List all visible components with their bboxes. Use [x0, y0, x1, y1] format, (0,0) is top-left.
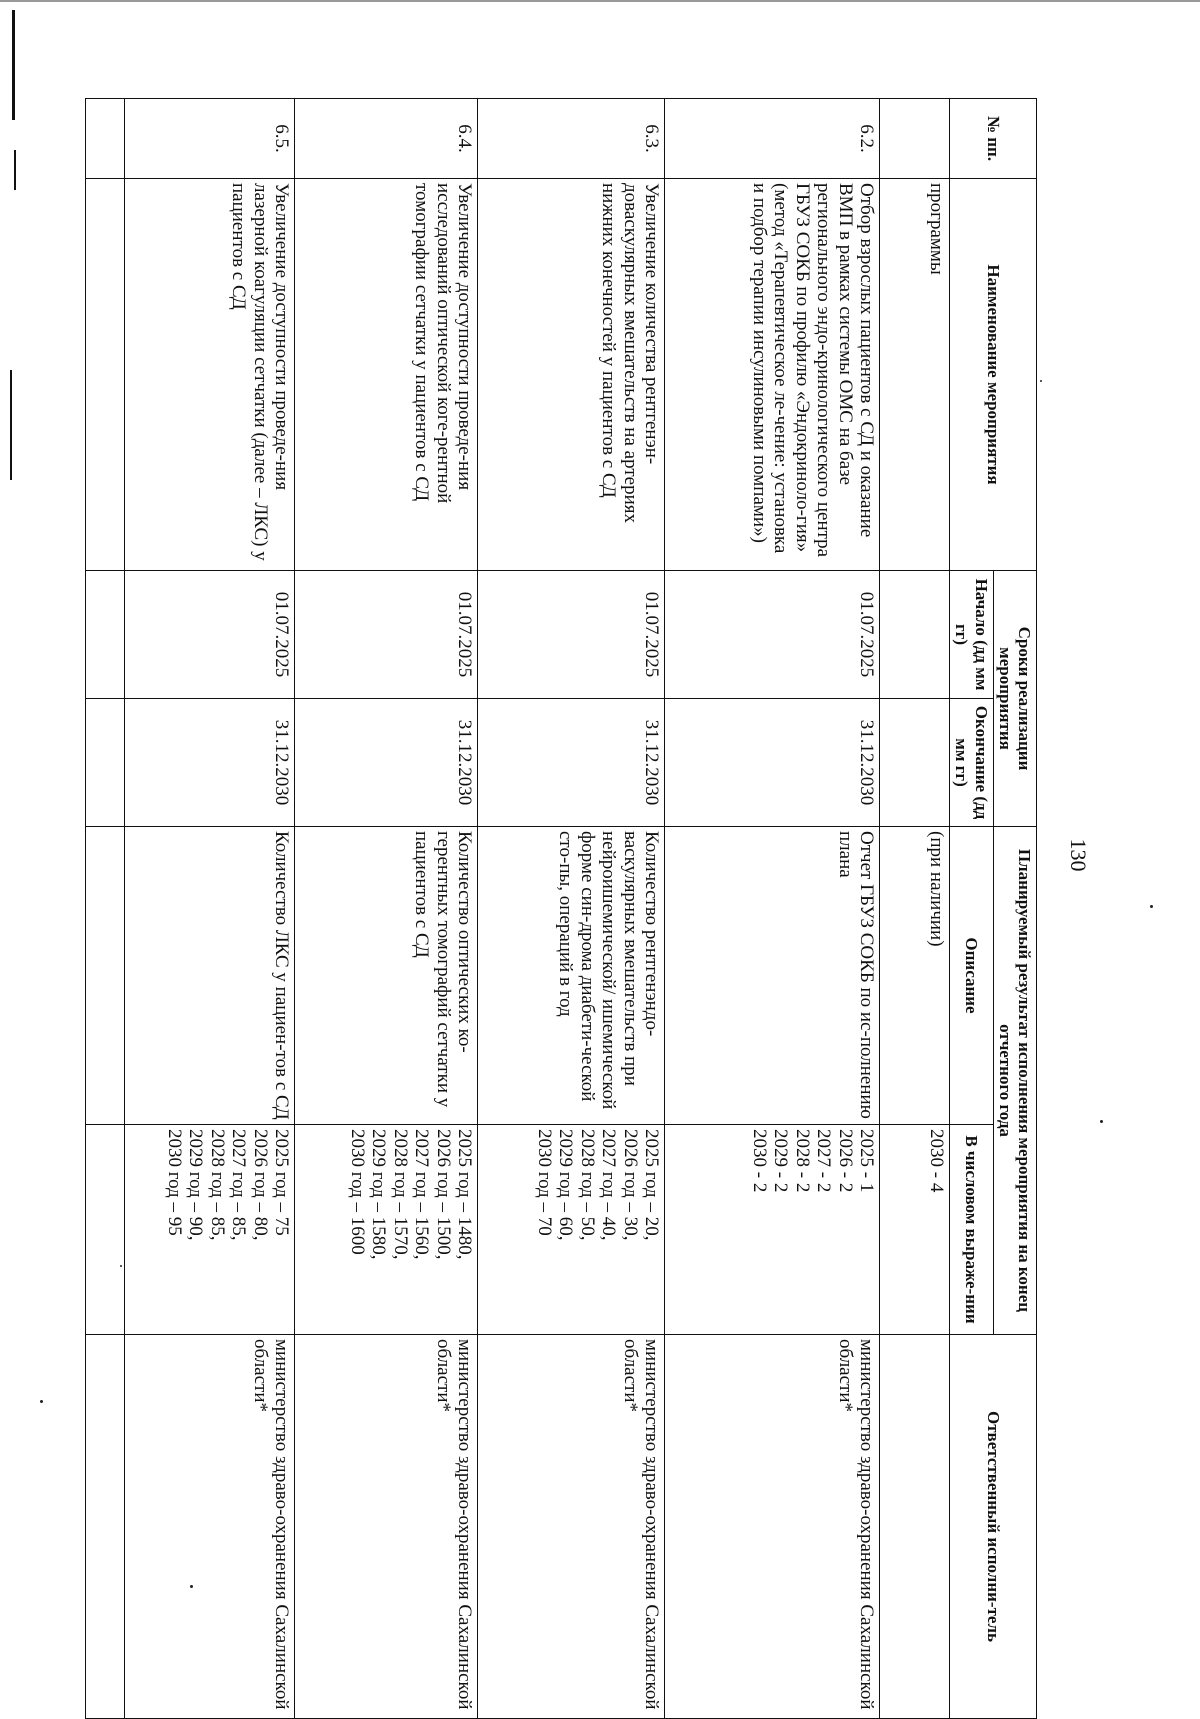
cell-description: Количество оптических ко-герентных томографий сетчатки у пациентов с СД [295, 827, 478, 1125]
scan-speck [1150, 905, 1153, 908]
header-terms: Сроки реализации мероприятия [993, 571, 1036, 827]
table-row [478, 99, 665, 1719]
cell-name: программы [880, 179, 950, 571]
cell-number: 6.3. [478, 99, 665, 179]
cell-number: 6.4. [295, 99, 478, 179]
cell-responsible: министерство здраво-охранения Сахалинской области* [478, 1335, 665, 1719]
header-result: Планируемый результат исполнения мероприятия на конец отчетного года [993, 827, 1036, 1335]
scan-edge-mark [14, 150, 16, 190]
scan-speck [1100, 1120, 1103, 1123]
cell-end [880, 699, 950, 827]
scan-speck [1040, 380, 1042, 382]
activities-table [85, 98, 1037, 1719]
scan-speck [40, 1400, 43, 1403]
cell-numeric: 2025 год – 75 2026 год – 80, 2027 год – 85, 2028 год – 85, 2029 год – 90, 2030 год – 95 [125, 1125, 295, 1335]
scan-edge-mark [10, 370, 12, 480]
header-description: Описание [950, 827, 993, 1125]
table-row [295, 99, 478, 1719]
cell-numeric: 2030 - 4 [880, 1125, 950, 1335]
table-row [880, 99, 950, 1719]
cell-start [880, 571, 950, 699]
header-numeric: В числовом выраже-нии [950, 1125, 993, 1335]
header-number: № пп. [950, 99, 1037, 179]
cell-numeric: 2025 год – 20, 2026 год – 30, 2027 год – 40, 2028 год – 50, 2029 год – 60, 2030 год – 70 [478, 1125, 665, 1335]
cell-name: Увеличение количества рентгенэн-доваскулярных вмешательств на артериях нижних конечностей у пациентов с СД [478, 179, 665, 571]
cell-start: 01.07.2025 [125, 571, 295, 699]
cell-end: 31.12.2030 [665, 699, 880, 827]
page-number: 130 [1066, 838, 1091, 872]
table-row-empty [86, 99, 125, 1719]
cell-number: 6.5. [125, 99, 295, 179]
cell-description: Количество ЛКС у пациен-тов с СД [125, 827, 295, 1125]
document-table-rotated [91, 98, 1037, 1718]
header-end: Окончание (дд мм гг) [950, 699, 993, 827]
cell-description: Количество рентгенэндо-васкулярных вмешательств при нейроишемической/ ишемической форме син-дрома диабети-ческой сто-пы, операций в год [478, 827, 665, 1125]
cell-number [880, 99, 950, 179]
cell-responsible: министерство здраво-охранения Сахалинской области* [125, 1335, 295, 1719]
cell-name: Увеличение доступности проведе-ния лазерной коагуляции сетчатки (далее – ЛКС) у пациентов с СД [125, 179, 295, 571]
cell-responsible: министерство здраво-охранения Сахалинской области* [295, 1335, 478, 1719]
cell-description: Отчет ГБУЗ СОКБ по ис-полнению плана [665, 827, 880, 1125]
cell-end: 31.12.2030 [478, 699, 665, 827]
header-start: Начало (дд мм гг) [950, 571, 993, 699]
cell-numeric: 2025 год – 1480, 2026 год – 1500, 2027 год – 1560, 2028 год – 1570, 2029 год – 1580, 2030 год – 1600 [295, 1125, 478, 1335]
scan-edge-mark [12, 10, 15, 120]
cell-number: 6.2. [665, 99, 880, 179]
cell-numeric: 2025 - 1 2026 - 2 2027 - 2 2028 - 2 2029 - 2 2030 - 2 [665, 1125, 880, 1335]
cell-end: 31.12.2030 [295, 699, 478, 827]
scan-top-border [0, 0, 1200, 2]
cell-responsible [880, 1335, 950, 1719]
cell-name: Отбор взрослых пациентов с СД и оказание ВМП в рамках системы ОМС на базе регионального эндо-кринологического центра ГБУЗ СОКБ по профилю «Эндокриноло-гия» (метод «Терапевтическое ле-чение: установка и подбор терапии инсулиновыми помпами») [665, 179, 880, 571]
table-row [125, 99, 295, 1719]
cell-name: Увеличение доступности проведе-ния исследований оптической коге-рентной томографии сетчатки у пациентов с СД [295, 179, 478, 571]
cell-start: 01.07.2025 [665, 571, 880, 699]
header-responsible: Ответственный исполни-тель [950, 1335, 1037, 1719]
cell-end: 31.12.2030 [125, 699, 295, 827]
table-row [665, 99, 880, 1719]
cell-responsible: министерство здраво-охранения Сахалинской области* [665, 1335, 880, 1719]
cell-description: (при наличии) [880, 827, 950, 1125]
cell-start: 01.07.2025 [478, 571, 665, 699]
cell-start: 01.07.2025 [295, 571, 478, 699]
header-name: Наименование мероприятия [950, 179, 1037, 571]
